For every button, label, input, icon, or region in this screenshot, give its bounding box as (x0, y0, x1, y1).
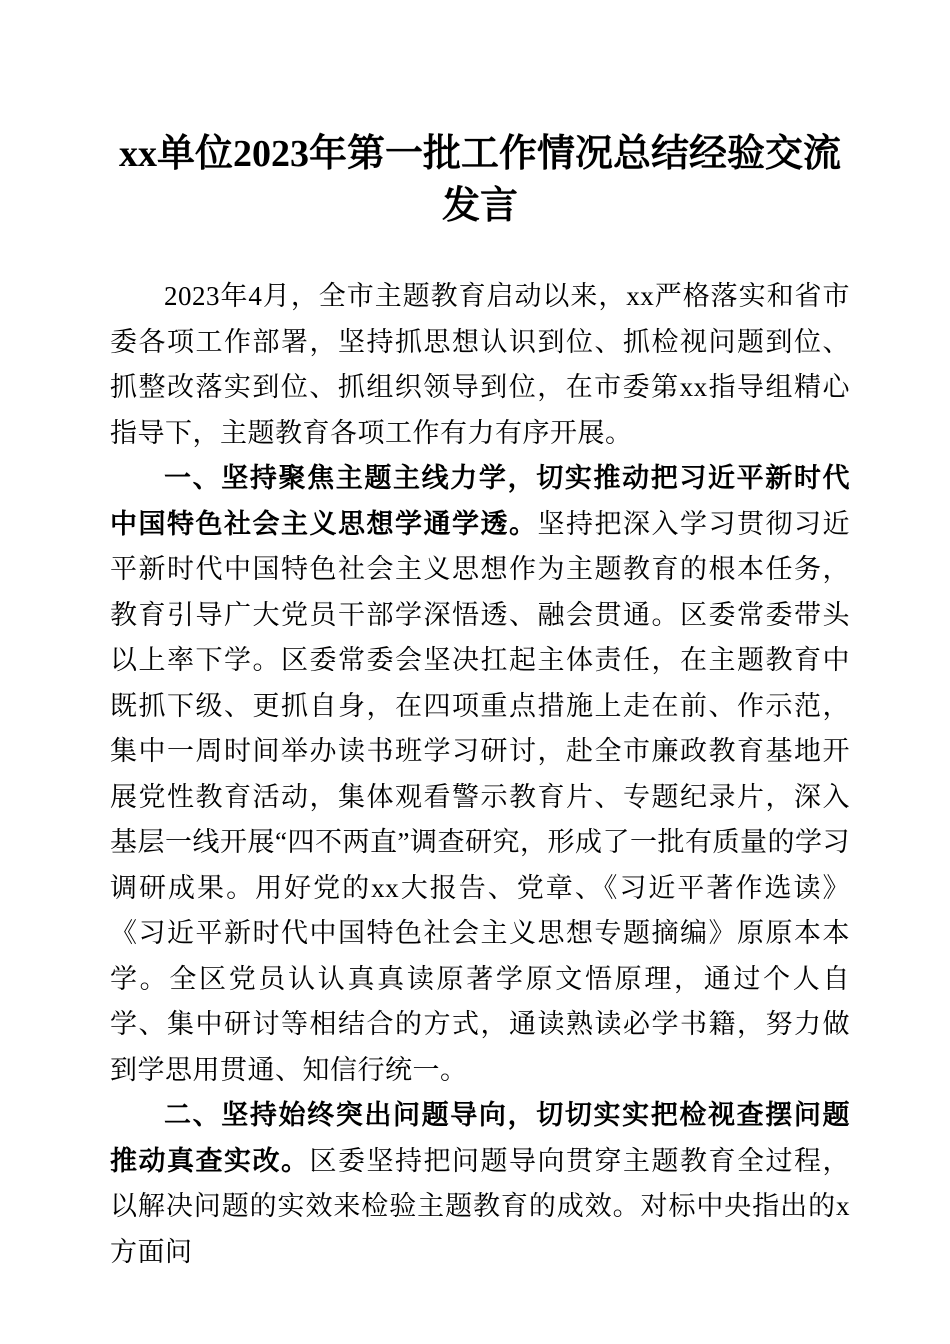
paragraph-section-1-lead: 一、坚持聚焦主题主线力学，切实推动把习近平新时代中国特色社会主义思想学通学透。 (110, 463, 850, 539)
document-title: xx单位2023年第一批工作情况总结经验交流发言 (118, 133, 841, 227)
paragraph-intro (110, 274, 850, 456)
paragraph-section-2 (110, 1093, 850, 1275)
paragraph-section-1-text: 坚持把深入学习贯彻习近平新时代中国特色社会主义思想作为主题教育的根本任务，教育引导广大党员干部学深悟透、融会贯通。区委常委带头以上率下学。区委常委会坚决扛起主体责任，在主题教育中既抓下级、更抓自身，在四项重点措施上走在前、作示范，集中一周时间举办读书班学习研讨，赴全市廉政教育基地开展党性教育活动，集体观看警示教育片、专题纪录片，深入基层一线开展“四不两直”调查研究，形成了一批有质量的学习调研成果。用好党的xx大报告、党章、《习近平著作选读》《习近平新时代中国特色社会主义思想专题摘编》原原本本学。全区党员认认真真读原著学原文悟原理，通过个人自学、集中研讨等相结合的方式，通读熟读必学书籍，努力做到学思用贯通、知信行统一。 (110, 508, 850, 1085)
paragraph-section-2-text: 区委坚持把问题导向贯穿主题教育全过程，以解决问题的实效来检验主题教育的成效。对标中央指出的x方面问 (110, 1145, 850, 1267)
paragraph-section-1 (110, 456, 850, 1093)
paragraph-intro-text: 2023年4月，全市主题教育启动以来，xx严格落实和省市委各项工作部署，坚持抓思想认识到位、抓检视问题到位、抓整改落实到位、抓组织领导到位，在市委第xx指导组精心指导下，主题教育各项工作有力有序开展。 (110, 281, 850, 448)
paragraph-section-2-lead: 二、坚持始终突出问题导向，切切实实把检视查摆问题推动真查实改。 (110, 1100, 850, 1176)
